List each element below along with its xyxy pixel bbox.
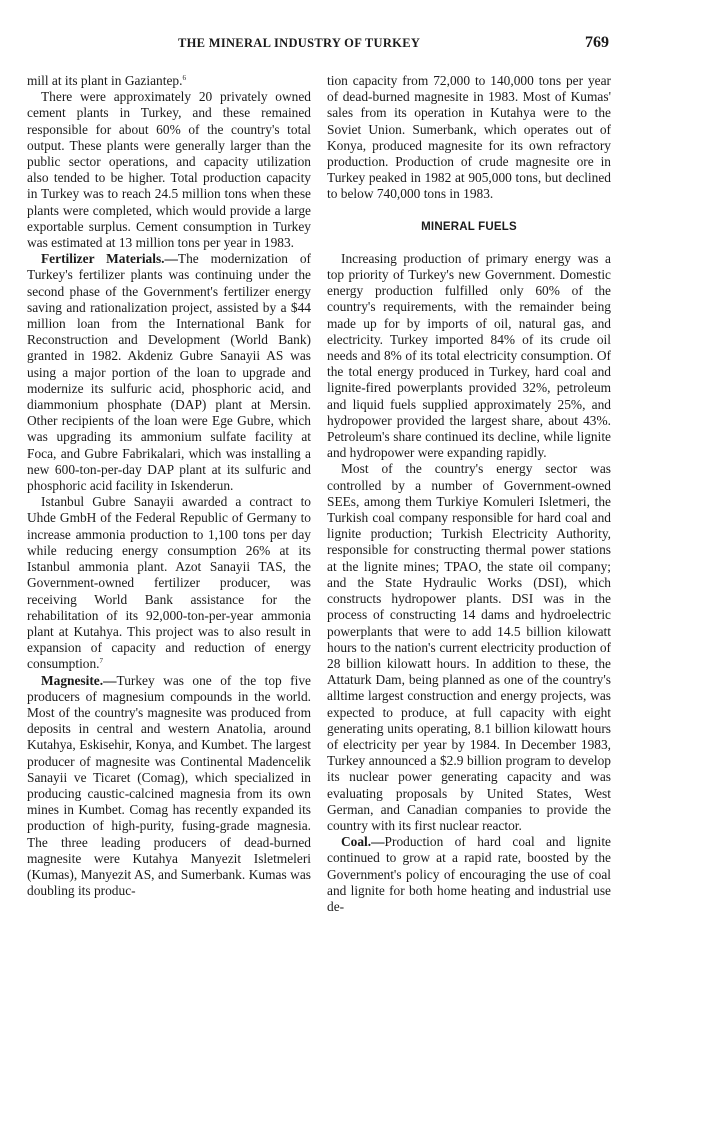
paragraph: [27, 251, 311, 494]
run-in-heading: Magnesite.—: [41, 672, 117, 688]
paragraph: tion capacity from 72,000 to 140,000 tons per year of dead-burned magnesite in 1983. Most of Kumas' sales from its operation in Kutahya were to the Soviet Union. Sumerbank, which operates out of Konya, produced magnesite for its own refractory production. Production of crude magnesite ore in Turkey peaked in 1982 at 905,000 tons, but declined to below 740,000 tons in 1983.: [327, 73, 611, 202]
paragraph: [327, 834, 611, 915]
paragraph: [27, 673, 311, 900]
paragraph-text: The modernization of Turkey's fertilizer plants was continuing under the second phase of the Government's fertilizer energy saving and rationalization project, assisted by a $44 million loan from the International Bank for Reconstruction and Development (World Bank) granted in 1982. Akdeniz Gubre Sanayii AS was using a major portion of the loan to upgrade and modernize its sulfuric acid, phosphoric acid, and diammonium phosphate (DAP) plant at Mersin. Other recipients of the loan were Ege Gubre, which was upgrading its ammonium sulfate facility at Foca, and Gubre Fabrikalari, which was installing a new 600-ton-per-day DAP plant at its sulfuric and phosphoric acid facility in Iskenderun.: [27, 251, 311, 494]
run-in-heading: Coal.—: [341, 834, 385, 850]
paragraph-text: mill at its plant in Gaziantep.: [27, 73, 183, 88]
right-column: [327, 73, 611, 915]
footnote-reference: 6: [182, 74, 186, 82]
paragraph-text: Turkey was one of the top five producers of magnesium compounds in the world. Most of the country's magnesite was produced from deposits in central and western Anatolia, around Kutahya, Eskisehir, Konya, and Kumbet. The largest producer of magnesite was Continental Madencelik Sanayii ve Ticaret (Comag), which specialized in producing caustic-calcined magnesia from its own mines in Kumbet. Comag has recently expanded its production of high-purity, fusing-grade magnesia. The three leading producers of dead-burned magnesite were Kutahya Manyezit Isletmeleri (Kumas), Manyezit AS, and Sumerbank. Kumas was doubling its produc-: [27, 672, 311, 899]
left-column: [27, 73, 311, 899]
running-header-title: THE MINERAL INDUSTRY OF TURKEY: [178, 36, 421, 50]
paragraph: There were approximately 20 privately owned cement plants in Turkey, and these remained responsible for about 60% of the country's total output. These plants were generally larger than the public sector operations, and capacity utilization also tended to be higher. Total production capacity in Turkey was to reach 24.5 million tons when these plants were completed, which would provide a large exportable surplus. Cement consumption in Turkey was estimated at 13 million tons per year in 1983.: [27, 89, 311, 251]
footnote-reference: 7: [99, 657, 104, 666]
paragraph: [27, 73, 311, 89]
section-heading: MINERAL FUELS: [421, 220, 517, 233]
paragraph: [27, 494, 311, 672]
page-number: 769: [585, 34, 609, 51]
paragraph-text: Production of hard coal and lignite continued to grow at a rapid rate, boosted by the Government's policy of encouraging the use of coal and lignite for both home heating and industrial use de-: [327, 834, 611, 914]
run-in-heading: Fertilizer Materials.—: [41, 251, 178, 267]
paragraph: Most of the country's energy sector was controlled by a number of Government-owned SEEs, among them Turkiye Komuleri Isletmeri, the Turkish coal company responsible for hard coal and lignite production; Turkish Electricity Authority, responsible for constructing thermal power stations at the lignite mines; TPAO, the state oil company; and the State Hydraulic Works (DSI), which constructs hydropower plants. DSI was in the process of constructing 14 dams and hydroelectric powerplants that were to add 14.5 billion kilowatt hours to the nation's current electricity production of 28 billion kilowatt hours. In addition to these, the Attaturk Dam, being planned as one of the country's alltime largest construction and energy projects, was expected to produce, at full capacity with eight generating units operating, 8.1 billion kilowatt hours of electricity per year by 1984. In December 1983, Turkey announced a $2.9 billion program to develop its nuclear power generating capacity and was evaluating proposals by United States, West German, and Canadian companies to provide the country with its first nuclear reactor.: [327, 461, 611, 833]
paragraph-text: Istanbul Gubre Sanayii awarded a contract to Uhde GmbH of the Federal Republic of Germany to increase ammonia production to 1,100 tons per day while reducing energy consumption 26% at its Istanbul ammonia plant. Azot Sanayii TAS, the Government-owned fertilizer producer, was receiving World Bank assistance for the rehabilitation of its 92,000-ton-per-year ammonia plant at Kutahya. This project was to also result in expansion of capacity and reduction of energy consumption.: [27, 494, 311, 672]
paragraph: Increasing production of primary energy was a top priority of Turkey's new Government. Domestic energy production fulfilled only 60% of the country's requirements, with the remainder being made up for by imports of oil, natural gas, and electricity. Turkey imported 84% of its crude oil needs and 8% of its total electricity consumption. Of the total energy produced in Turkey, hard coal and lignite-fired powerplants provided 32%, petroleum and liquid fuels supplied approximately 25%, and hydropower provided the largest share, about 43%. Petroleum's share continued its decline, while lignite and hydropower were expanding rapidly.: [327, 250, 611, 461]
